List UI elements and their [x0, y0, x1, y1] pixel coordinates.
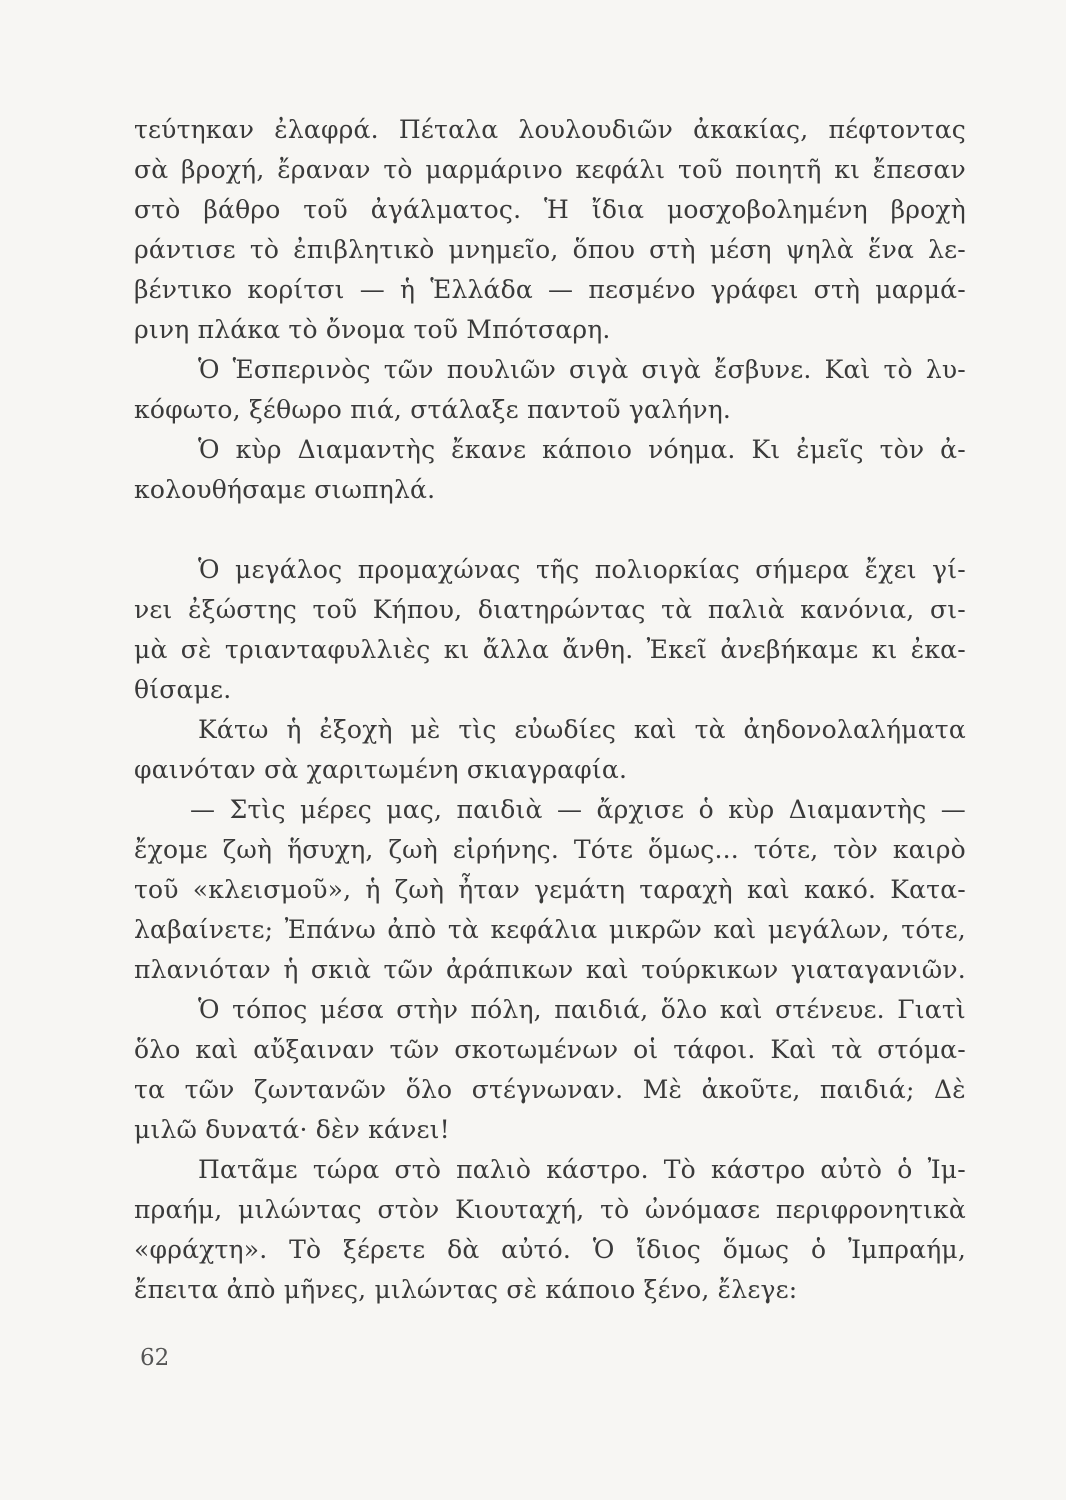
text-line	[134, 1190, 966, 1230]
text-line	[134, 870, 966, 910]
word: ἀράπικων	[445, 955, 574, 984]
word: τὸν	[833, 835, 878, 864]
word: ἀνεβήκαμε	[720, 635, 859, 664]
word: «φράχτη».	[134, 1235, 268, 1264]
word: Ἐκεῖ	[646, 635, 708, 664]
word: ἡ	[286, 715, 302, 744]
word: ὁ	[698, 795, 714, 824]
word: τότε,	[901, 915, 966, 944]
word: κορίτσι	[247, 275, 345, 304]
word: ἐπιβλητικὸ	[293, 235, 435, 264]
word: ὅπου	[572, 235, 636, 264]
word: σήμερα	[755, 555, 850, 584]
word: παιδιά,	[554, 995, 649, 1024]
word: κὺρ	[235, 435, 282, 464]
word: γιαταγανιῶν.	[790, 955, 966, 984]
word: Διαμαντὴς	[297, 435, 436, 464]
word: δὰ	[447, 1235, 480, 1264]
word: τα	[134, 1075, 166, 1104]
word: τοῦ	[303, 195, 348, 224]
word: —	[548, 275, 574, 304]
word: τούρκικων	[641, 955, 779, 984]
word: πραήμ,	[134, 1195, 223, 1224]
word: Κιουταχή,	[455, 1195, 585, 1224]
word: Τὸ	[289, 1235, 322, 1264]
word: σι-	[930, 595, 966, 624]
word: καιρὸ	[892, 835, 966, 864]
word: τοῦ	[134, 875, 179, 904]
word: ὅλο	[660, 995, 708, 1024]
text-line	[134, 630, 966, 670]
word: Ὁ	[198, 435, 220, 464]
word: πολιορκίας	[594, 555, 740, 584]
word: Ἑλλάδα	[430, 275, 533, 304]
word: τῶν	[184, 1075, 235, 1104]
word: ἀ-	[940, 435, 966, 464]
text-line	[134, 950, 966, 990]
word: ἔπεσαν	[872, 155, 966, 184]
word: προμαχώνας	[357, 555, 521, 584]
word: καὶ	[633, 715, 677, 744]
word: κάστρο.	[546, 1155, 649, 1184]
word: —	[940, 795, 966, 824]
word: αὐτὸ	[820, 1155, 883, 1184]
text-line	[134, 230, 966, 270]
word: μὰ	[134, 635, 168, 664]
word: σκιὰ	[310, 955, 372, 984]
word: Κήπου,	[372, 595, 463, 624]
word: ταραχὴ	[639, 875, 733, 904]
word: κανόνια,	[800, 595, 915, 624]
word: ἄρχισε	[596, 795, 685, 824]
word: στὴν	[396, 995, 459, 1024]
word: Τότε	[573, 835, 634, 864]
word: ζωὴ	[388, 835, 438, 864]
text-line: θίσαμε.	[134, 675, 232, 704]
word: καὶ	[585, 955, 629, 984]
word: Καὶ	[770, 1035, 817, 1064]
word: ἔραναν	[277, 155, 371, 184]
word: σὰ	[134, 155, 169, 184]
word: παλιὸ	[456, 1155, 532, 1184]
word: ἀκοῦτε,	[701, 1075, 801, 1104]
word: εὐωδίες	[514, 715, 617, 744]
word: μοσχοβολημένη	[666, 195, 868, 224]
word: τὸ	[383, 155, 413, 184]
word: πόλη,	[470, 995, 542, 1024]
word: σὲ	[180, 635, 212, 664]
word: μέση	[709, 235, 772, 264]
word: Ἑσπερινὸς	[232, 355, 371, 384]
word: τόπος	[232, 995, 308, 1024]
word: κὺρ	[728, 795, 775, 824]
word: ἀπὸ	[387, 915, 437, 944]
word: τριανταφυλλιὲς	[224, 635, 431, 664]
word: κακό.	[803, 875, 877, 904]
word: ζωὴ	[394, 875, 445, 904]
word: μιλώντας	[238, 1195, 362, 1224]
word: λυ-	[925, 355, 966, 384]
word: πέφτοντας	[828, 115, 966, 144]
word: ἔχομε	[134, 835, 208, 864]
word: —	[556, 795, 583, 824]
word: Τὸ	[663, 1155, 696, 1184]
word: αὐτό.	[501, 1235, 572, 1264]
word: τὸ	[883, 355, 913, 384]
word: Ὁ	[198, 995, 220, 1024]
word: τὰ	[447, 915, 479, 944]
word: μέσα	[319, 995, 384, 1024]
word: τοῦ	[312, 595, 358, 624]
word: ἀηδονολαλήματα	[743, 715, 966, 744]
text-line: κόφωτο, ξέθωρο πιά, στάλαξε παντοῦ γαλήνη.	[134, 395, 732, 424]
text-line	[134, 1150, 966, 1190]
word: ἀκακίας,	[693, 115, 809, 144]
word: αὔξαιναν	[253, 1035, 375, 1064]
word: Δὲ	[934, 1075, 966, 1104]
word: ὁ	[897, 1155, 913, 1184]
word: Ὁ	[592, 1235, 615, 1264]
word: ράντισε	[134, 235, 236, 264]
word: ἄνθη.	[562, 635, 634, 664]
word: στὴ	[813, 275, 861, 304]
word: τάφοι.	[673, 1035, 756, 1064]
word: βροχή,	[181, 155, 265, 184]
word: στὸν	[377, 1195, 440, 1224]
word: σιγὰ	[568, 355, 629, 384]
text-line	[134, 1070, 966, 1110]
word: ἀγάλματος.	[370, 195, 522, 224]
word: ἕνα	[867, 235, 915, 264]
text-line	[134, 790, 966, 830]
text-line: κολουθήσαμε σιωπηλά.	[134, 475, 436, 504]
word: πουλιῶν	[446, 355, 556, 384]
word: ἐμεῖς	[796, 435, 864, 464]
word: ἄλλα	[482, 635, 550, 664]
word: Στὶς	[229, 795, 286, 824]
text-line	[134, 1230, 966, 1270]
word: μέρες	[300, 795, 372, 824]
word: Κατα-	[890, 875, 966, 904]
word: Γιατὶ	[897, 995, 966, 1024]
word: καὶ	[719, 995, 763, 1024]
word: κάστρο	[711, 1155, 806, 1184]
text-line	[134, 270, 966, 310]
word: ὅλο	[405, 1075, 453, 1104]
word: τότε,	[753, 835, 819, 864]
word: τῶν	[383, 355, 434, 384]
word: ἐξοχὴ	[319, 715, 393, 744]
word: ἡ	[365, 875, 381, 904]
word: κι	[834, 155, 861, 184]
word: Ὁ	[198, 555, 220, 584]
word: στόμα-	[877, 1035, 966, 1064]
text-line	[134, 110, 966, 150]
word: μαρμά-	[875, 275, 966, 304]
word: ζωὴ	[222, 835, 273, 864]
text-line	[134, 990, 966, 1030]
word: τὰ	[831, 1035, 863, 1064]
word: τῆς	[535, 555, 580, 584]
word: ἔσβυνε.	[713, 355, 812, 384]
word: ὅλο	[134, 1035, 181, 1064]
text-block-1	[134, 110, 966, 510]
word: γράφει	[710, 275, 799, 304]
word: παιδιὰ	[456, 795, 543, 824]
word: λουλουδιῶν	[518, 115, 674, 144]
word: Ὁ	[198, 355, 220, 384]
word: καὶ	[195, 1035, 239, 1064]
word: κεφάλια	[490, 915, 598, 944]
word: Ἡ	[544, 195, 570, 224]
word: ξέρετε	[343, 1235, 426, 1264]
word: Ἰμπραήμ,	[847, 1235, 966, 1264]
word: Ἐπάνω	[284, 915, 376, 944]
text-line	[134, 910, 966, 950]
word: μαρμάρινο	[425, 155, 563, 184]
word: στένευε.	[775, 995, 885, 1024]
word: Διαμαντὴς	[788, 795, 927, 824]
text-line	[134, 830, 966, 870]
word: Κάτω	[198, 715, 269, 744]
word: κι	[871, 635, 898, 664]
word: ἴδια	[591, 195, 645, 224]
text-line	[134, 550, 966, 590]
word: νόημα.	[648, 435, 736, 464]
word: στὴ	[649, 235, 696, 264]
word: μικρῶν	[608, 915, 702, 944]
word: ποιητῆ	[735, 155, 822, 184]
word: —	[190, 795, 216, 824]
text-line	[134, 190, 966, 230]
word: ὠνόμασε	[645, 1195, 761, 1224]
word: στὸ	[134, 195, 181, 224]
word: Κι	[751, 435, 781, 464]
word: τοῦ	[677, 155, 723, 184]
word: ἐλαφρά.	[274, 115, 379, 144]
word: τῶν	[389, 1035, 440, 1064]
word: στέγνωναν.	[471, 1075, 624, 1104]
word: Πατᾶμε	[198, 1155, 298, 1184]
word: γεμάτη	[534, 875, 626, 904]
word: κεφάλι	[575, 155, 666, 184]
text-block-2	[134, 550, 966, 1310]
word: —	[359, 275, 385, 304]
word: σκοτωμένων	[454, 1035, 619, 1064]
word: βέντικο	[134, 275, 233, 304]
word: ἥσυχη,	[287, 835, 374, 864]
text-line	[134, 590, 966, 630]
word: ἦταν	[458, 875, 520, 904]
word: κι	[443, 635, 470, 664]
word: ἔχει	[864, 555, 917, 584]
word: λαβαίνετε;	[134, 915, 274, 944]
page-number: 62	[140, 1345, 170, 1371]
word: ὅμως...	[648, 835, 739, 864]
word: μεγάλος	[235, 555, 343, 584]
text-line	[134, 710, 966, 750]
word: ψηλὰ	[785, 235, 854, 264]
word: μνημεῖο,	[448, 235, 559, 264]
word: ἐκα-	[910, 635, 966, 664]
word: παλιὰ	[707, 595, 785, 624]
word: πεσμένο	[588, 275, 696, 304]
word: καὶ	[713, 915, 757, 944]
word: Καὶ	[824, 355, 871, 384]
text-line	[134, 350, 966, 390]
word: περιφρονητικὰ	[775, 1195, 966, 1224]
word: νει	[134, 595, 173, 624]
word: τὶς	[458, 715, 497, 744]
word: κάποιο	[542, 435, 633, 464]
text-line	[134, 150, 966, 190]
word: Μὲ	[642, 1075, 683, 1104]
word: γί-	[932, 555, 966, 584]
word: βροχὴ	[890, 195, 966, 224]
word: τὰ	[661, 595, 693, 624]
word: ἡ	[399, 275, 416, 304]
word: εἰρήνης.	[452, 835, 559, 864]
word: σιγὰ	[641, 355, 701, 384]
word: λε-	[928, 235, 966, 264]
text-line: φαινόταν σὰ χαριτωμένη σκιαγραφία.	[134, 755, 628, 784]
word: καὶ	[746, 875, 790, 904]
text-line	[134, 1030, 966, 1070]
word: Πέταλα	[398, 115, 499, 144]
word: τῶν	[383, 955, 434, 984]
word: πλανιόταν	[134, 955, 271, 984]
word: οἱ	[633, 1035, 659, 1064]
word: τὸ	[249, 235, 280, 264]
word: Ἰμ-	[927, 1155, 966, 1184]
word: ἔκανε	[451, 435, 527, 464]
text-line: μιλῶ δυνατά· δὲν κάνει!	[134, 1115, 450, 1144]
word: τὸ	[600, 1195, 630, 1224]
word: ἐξώστης	[188, 595, 297, 624]
word: διατηρώντας	[477, 595, 646, 624]
word: τεύτηκαν	[134, 115, 255, 144]
text-line: ἔπειτα ἀπὸ μῆνες, μιλώντας σὲ κάποιο ξένο, ἔλεγε:	[134, 1275, 798, 1304]
word: τώρα	[312, 1155, 380, 1184]
word: στὸ	[394, 1155, 442, 1184]
word: τὰ	[694, 715, 726, 744]
word: ὅμως	[722, 1235, 790, 1264]
word: τὸν	[879, 435, 925, 464]
text-line	[134, 430, 966, 470]
word: μας,	[386, 795, 443, 824]
word: «κλεισμοῦ»,	[192, 875, 352, 904]
text-line: ρινη πλάκα τὸ ὄνομα τοῦ Μπότσαρη.	[134, 315, 611, 344]
word: ζωντανῶν	[254, 1075, 387, 1104]
word: βάθρο	[203, 195, 281, 224]
word: ὁ	[810, 1235, 827, 1264]
word: ἴδιος	[636, 1235, 701, 1264]
word: παιδιά;	[819, 1075, 915, 1104]
word: ἡ	[283, 955, 299, 984]
word: μεγάλων,	[767, 915, 890, 944]
word: μὲ	[410, 715, 441, 744]
